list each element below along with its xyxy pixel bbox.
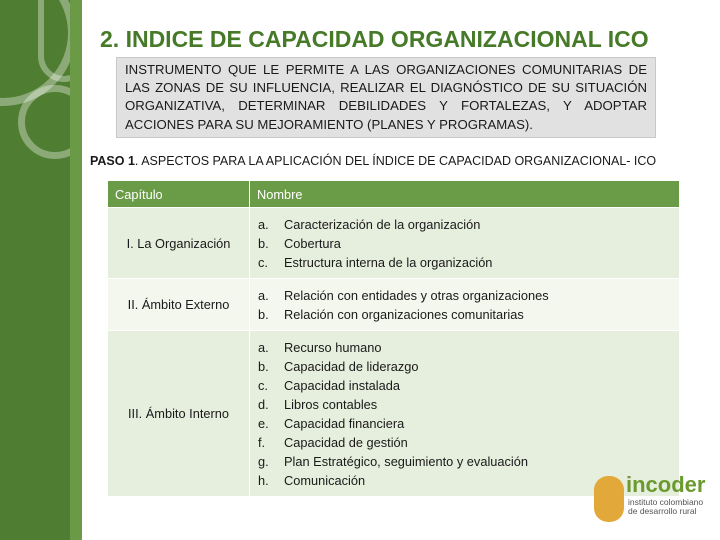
items-list: [250, 208, 679, 278]
logo-line1: instituto colombiano: [628, 497, 704, 507]
list-marker: b.: [258, 307, 269, 322]
decorative-stripe: [70, 0, 82, 540]
list-text: Comunicación: [284, 473, 366, 488]
chapter-cell: I. La Organización: [108, 208, 250, 279]
list-marker: g.: [258, 454, 269, 469]
list-marker: a.: [258, 288, 269, 303]
logo-brand: incoder: [626, 472, 706, 497]
incoder-logo: [594, 468, 714, 528]
logo-emblem-icon: [594, 476, 624, 522]
list-text: Plan Estratégico, seguimiento y evaluación: [284, 454, 528, 469]
items-list: [250, 279, 679, 330]
list-text: Libros contables: [284, 397, 378, 412]
slide-title: 2. INDICE DE CAPACIDAD ORGANIZACIONAL ICO: [100, 26, 649, 52]
table-row: [108, 279, 680, 331]
chapter-cell: III. Ámbito Interno: [108, 331, 250, 497]
step-heading: [90, 154, 656, 168]
header-chapter: Capítulo: [108, 181, 250, 208]
list-item: [258, 376, 679, 395]
list-text: Caracterización de la organización: [284, 217, 481, 232]
decorative-sidebar: [0, 0, 82, 540]
list-text: Capacidad de liderazgo: [284, 359, 419, 374]
list-marker: f.: [258, 435, 266, 450]
table-row: [108, 208, 680, 279]
list-item: [258, 286, 679, 305]
list-marker: b.: [258, 236, 269, 251]
list-marker: h.: [258, 473, 269, 488]
list-marker: c.: [258, 255, 268, 270]
list-marker: c.: [258, 378, 268, 393]
logo-line2: de desarrollo rural: [628, 506, 697, 516]
list-item: [258, 305, 679, 324]
items-cell: [250, 279, 680, 331]
list-text: Estructura interna de la organización: [284, 255, 493, 270]
list-item: [258, 395, 679, 414]
list-text: Relación con organizaciones comunitarias: [284, 307, 524, 322]
list-text: Cobertura: [284, 236, 341, 251]
list-text: Capacidad instalada: [284, 378, 400, 393]
list-item: [258, 433, 679, 452]
list-item: [258, 215, 679, 234]
description-box: INSTRUMENTO QUE LE PERMITE A LAS ORGANIZACIONES COMUNITARIAS DE LAS ZONAS DE SU INFLUENCIA, REALIZAR EL DIAGNÓSTICO DE SU SITUACIÓN ORGANIZATIVA, DETERMINAR DEBILIDADES Y FORTALEZAS, Y ADOPTAR ACCIONES PARA SU MEJORAMIENTO (PLANES Y PROGRAMAS).: [116, 57, 656, 138]
list-text: Relación con entidades y otras organizaciones: [284, 288, 549, 303]
list-item: [258, 414, 679, 433]
chapter-cell: II. Ámbito Externo: [108, 279, 250, 331]
list-marker: a.: [258, 217, 269, 232]
list-marker: e.: [258, 416, 269, 431]
step-text: ASPECTOS PARA LA APLICACIÓN DEL ÍNDICE DE CAPACIDAD ORGANIZACIONAL- ICO: [138, 154, 657, 168]
list-item: [258, 253, 679, 272]
list-text: Capacidad de gestión: [284, 435, 408, 450]
chapters-table: [107, 180, 680, 497]
list-marker: b.: [258, 359, 269, 374]
list-item: [258, 234, 679, 253]
header-name: Nombre: [250, 181, 680, 208]
list-item: [258, 357, 679, 376]
list-text: Recurso humano: [284, 340, 382, 355]
list-marker: a.: [258, 340, 269, 355]
list-text: Capacidad financiera: [284, 416, 405, 431]
items-cell: [250, 208, 680, 279]
list-marker: d.: [258, 397, 269, 412]
step-label: PASO 1: [90, 154, 135, 168]
list-item: [258, 338, 679, 357]
table-header-row: [108, 181, 680, 208]
logo-subtitle: [628, 498, 703, 516]
step-punct: .: [134, 154, 139, 168]
